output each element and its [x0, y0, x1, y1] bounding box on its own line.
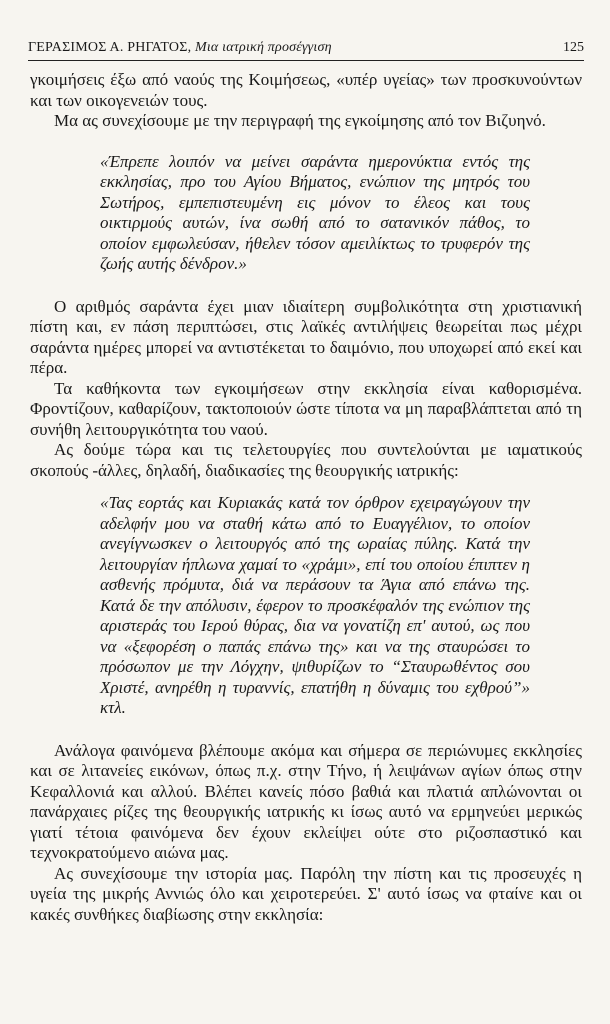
page-number: 125	[563, 40, 584, 55]
paragraph-7: Ας συνεχίσουμε την ιστορία μας. Παρόλη την πίστη και τις προσευχές η υγεία της μικρής Αννιώς όλο και χειροτερεύει. Σ' αυτό ίσως να φταίνε και οι κακές συνθήκες διαβίωσης στην εκκλησία:	[30, 863, 582, 924]
paragraph-4: Τα καθήκοντα των εγκοιμήσεων στην εκκλησία είναι καθορισμένα. Φροντίζουν, καθαρίζουν, τακτοποιούν ώστε τίποτα να μη παραβλάπτεται από τη συνήθη λειτουργικότητα του ναού.	[30, 378, 582, 439]
quote-1-text: «Έπρεπε λοιπόν να μείνει σαράντα ημερονύκτια εντός της εκκλησίας, προ του Αγίου Βήματος, ενώπιον της μητρός του Σωτήρος, εμπεπιστευμένη εις μόνον το έλεος και τους οικτιρμούς αυτών, ίνα σωθή από το σατανικόν πάθος, το οποίον εμφωλεύσαν, ήθελεν τόσον αμειλίκτως το τρυφερόν της ζωής αυτής δένδρον.»	[100, 151, 530, 273]
paragraph-2: Μα ας συνεχίσουμε με την περιγραφή της εγκοίμησης από τον Βιζυηνό.	[54, 111, 546, 130]
header-title: Μια ιατρική προσέγγιση	[194, 40, 332, 55]
page-body	[30, 70, 582, 925]
block-quote-2	[100, 493, 530, 719]
paragraph-1: γκοιμήσεις έξω από ναούς της Κοιμήσεως, «υπέρ υγείας» των προσκυνούντων και των οικογενειών τους.	[30, 70, 582, 110]
block-quote-1	[100, 152, 530, 275]
header-author: ΓΕΡΑΣΙΜΟΣ Α. ΡΗΓΑΤΟΣ,	[28, 40, 192, 55]
paragraph-5: Ας δούμε τώρα και τις τελετουργίες που συντελούνται με ιαματικούς σκοπούς -άλλες, δηλαδή, διαδικασίες της θεουργικής ιατρικής:	[30, 440, 582, 480]
header-author-title	[28, 40, 332, 56]
quote-2-text: «Τας εορτάς και Κυριακάς κατά τον όρθρον εχειραγώγουν την αδελφήν μου να σταθή κάτω από το Ευαγγέλιον, το οποίον ανεγίγνωσκεν ο λειτουργός από της ωραίας πύλης. Κατά την λειτουργίαν ήπλωνα χαμαί το «χράμι», επί του οποίου έπιπτεν η ασθενής πρόμυτα, διά να περάσουν τα Άγια από επάνω της. Κατά δε την απόλυσιν, έφερον το προσκέφαλόν της ενώπιον της αριστεράς του Ιερού θύρας, δια να γονατίζη επ' αυτού, ως που να «ξεφορέση ο παπάς επάνω της» και να της σταυρώσει το πρόσωπον με την Λόγχην, ψιθυρίζων το “Σταυρωθέντος σου Χριστέ, ανηρέθη η τυραννίς, επατήθη η δύναμις του εχθρού”» κτλ.	[100, 493, 530, 717]
paragraph-6: Ανάλογα φαινόμενα βλέπουμε ακόμα και σήμερα σε περιώνυμες εκκλησίες και σε λιτανείες εικόνων, όπως π.χ. στην Τήνο, ή λειψάνων αγίων όπως στην Κεφαλλονιά και αλλού. Βλέπει κανείς πόσο βαθιά και πλατιά απλώνονται οι πανάρχαιες ρίζες της θεουργικής ιατρικής κι ίσως αυτό να ερμηνεύει μερικώς γιατί τέτοια φαινόμενα δεν έχουν εκλείψει ούτε στο ριζοσπαστικό και τεχνοκρατούμενο αιώνα μας.	[30, 740, 582, 862]
running-header	[28, 38, 584, 61]
paragraph-3: Ο αριθμός σαράντα έχει μιαν ιδιαίτερη συμβολικότητα στη χριστιανική πίστη και, εν πάση περιπτώσει, στις λαϊκές αντιλήψεις θεωρείται πως μέχρι σαράντα ημέρες μπορεί να αντιστέκεται το δαιμόνιο, που υποχωρεί από εκεί και πέρα.	[30, 296, 582, 377]
